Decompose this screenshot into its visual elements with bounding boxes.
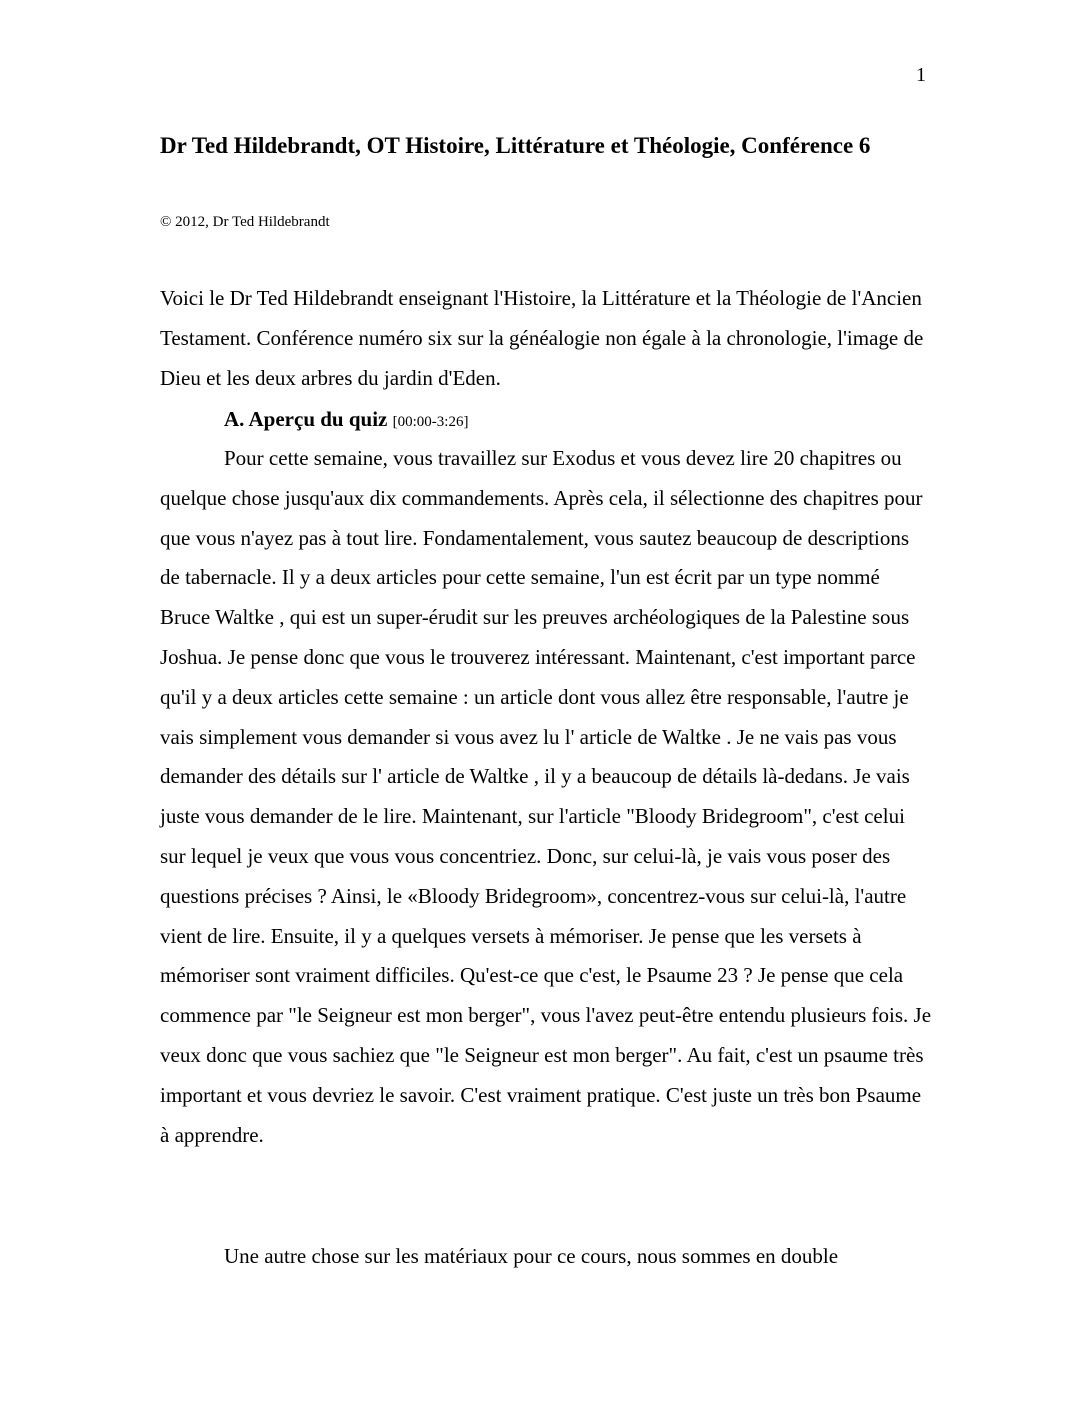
copyright-notice: © 2012, Dr Ted Hildebrandt bbox=[160, 214, 330, 230]
section-heading-label: A. Aperçu du quiz bbox=[224, 407, 388, 431]
body-paragraph: Une autre chose sur les matériaux pour ce cours, nous sommes en double bbox=[224, 1244, 839, 1268]
body-paragraph: Pour cette semaine, vous travaillez sur Exodus et vous devez lire 20 chapitres ou quelque chose jusqu'aux dix commandements. Après cela, il sélectionne des chapitres pour que vous n'ayez pas à tout lire. Fondamentalement, vous sautez beaucoup de descriptions de tabernacle. Il y a deux articles pour cette semaine, l'un est écrit par un type nommé Bruce Waltke , qui est un super-érudit sur les preuves archéologiques de la Palestine sous Joshua. Je pense donc que vous le trouverez intéressant. Maintenant, c'est important parce qu'il y a deux articles cette semaine : un article dont vous allez être responsable, l'autre je vais simplement vous demander si vous avez lu l' article de Waltke . Je ne vais pas vous demander des détails sur l' article de Waltke , il y a beaucoup de détails là-dedans. Je vais juste vous demander de le lire. Maintenant, sur l'article "Bloody Bridegroom", c'est celui sur lequel je veux que vous vous concentriez. Donc, sur celui-là, je vais vous poser des questions précises ? Ainsi, le «Bloody Bridegroom», concentrez-vous sur celui-là, l'autre vient de lire. Ensuite, il y a quelques versets à mémoriser. Je pense que les versets à mémoriser sont vraiment difficiles. Qu'est-ce que c'est, le Psaume 23 ? Je pense que cela commence par "le Seigneur est mon berger", vous l'avez peut-être entendu plusieurs fois. Je veux donc que vous sachiez que "le Seigneur est mon berger". Au fait, c'est un psaume très important et vous devriez le savoir. C'est vraiment pratique. C'est juste un très bon Psaume à apprendre. bbox=[160, 446, 932, 1147]
page-number: 1 bbox=[916, 64, 926, 86]
intro-paragraph: Voici le Dr Ted Hildebrandt enseignant l'Histoire, la Littérature et la Théologie de l'Ancien Testament. Conférence numéro six sur la généalogie non égale à la chronologie, l'image de Dieu et les deux arbres du jardin d'Eden. bbox=[160, 286, 924, 390]
document-title: Dr Ted Hildebrandt, OT Histoire, Littérature et Théologie, Conférence 6 bbox=[160, 133, 871, 158]
section-heading bbox=[224, 399, 468, 442]
section-heading-timestamp: [00:00-3:26] bbox=[392, 414, 469, 430]
